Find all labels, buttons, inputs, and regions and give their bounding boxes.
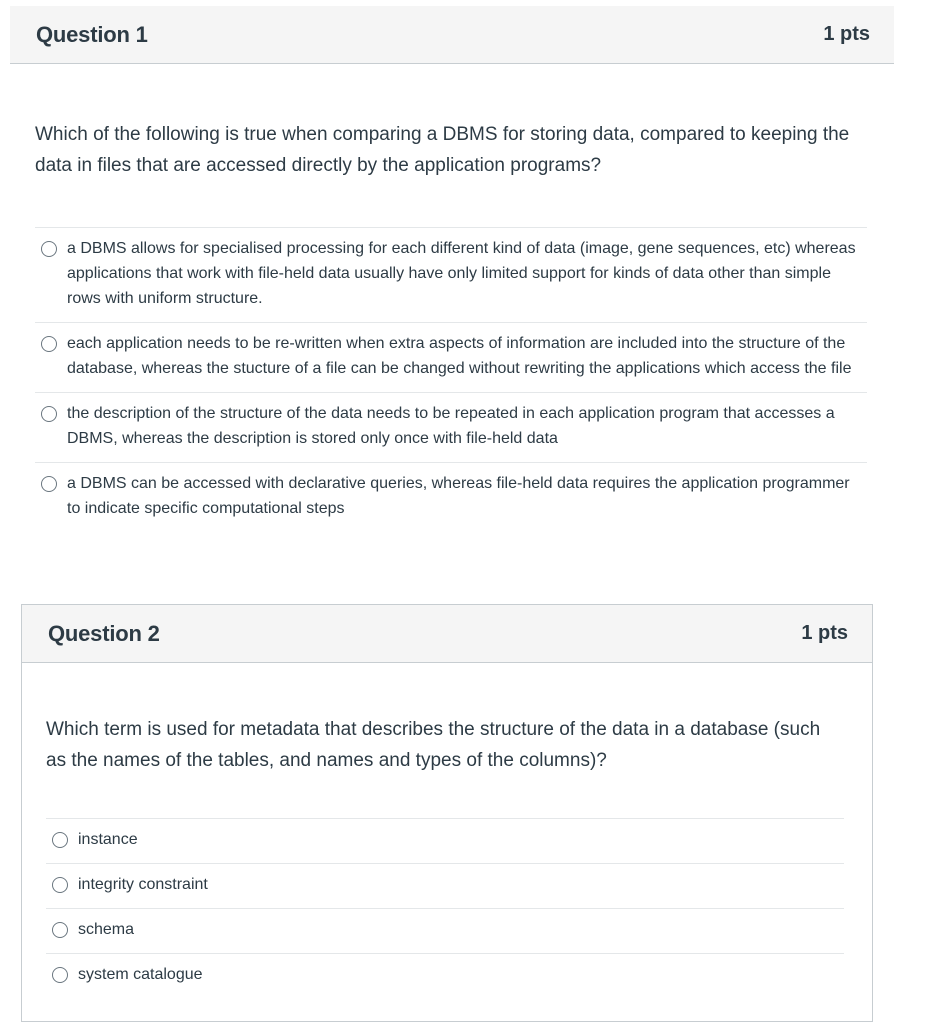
answer-option[interactable] — [35, 392, 867, 462]
question-body — [10, 64, 894, 584]
answer-label[interactable]: a DBMS allows for specialised processing for each different kind of data (image, gene sequences, etc) whereas applications that work with file-held data usually have only limited support for kinds of data other than simple rows with uniform structure. — [67, 240, 856, 307]
answer-label[interactable]: the description of the structure of the data needs to be repeated in each application program that accesses a DBMS, whereas the description is stored only once with file-held data — [67, 405, 835, 447]
question-points: 1 pts — [801, 622, 848, 644]
answer-label[interactable]: system catalogue — [78, 966, 203, 983]
question-header — [10, 6, 894, 64]
answer-option[interactable] — [46, 953, 844, 998]
radio-button[interactable] — [41, 336, 57, 352]
radio-button[interactable] — [41, 241, 57, 257]
question-points: 1 pts — [823, 23, 870, 45]
question-card-2 — [21, 604, 873, 1022]
question-body — [22, 663, 872, 1021]
radio-button[interactable] — [52, 922, 68, 938]
radio-button[interactable] — [41, 406, 57, 422]
question-text: Which of the following is true when comparing a DBMS for storing data, compared to keeping the data in files that are accessed directly by the application programs? — [35, 124, 850, 176]
answer-list — [35, 227, 867, 532]
radio-button[interactable] — [52, 832, 68, 848]
question-header — [22, 605, 872, 663]
answer-option[interactable] — [46, 818, 844, 863]
answer-label[interactable]: each application needs to be re-written when extra aspects of information are included into the structure of the database, whereas the stucture of a file can be changed without rewriting the applications which access the file — [67, 335, 852, 377]
question-title: Question 1 — [36, 21, 148, 47]
answer-option[interactable] — [35, 462, 867, 532]
radio-button[interactable] — [52, 877, 68, 893]
question-text: Which term is used for metadata that describes the structure of the data in a database (such as the names of the tables, and names and types of the columns)? — [46, 719, 821, 771]
question-title: Question 2 — [48, 620, 160, 646]
answer-option[interactable] — [46, 908, 844, 953]
answer-label[interactable]: instance — [78, 831, 138, 848]
answer-list — [46, 818, 844, 998]
answer-label[interactable]: schema — [78, 921, 135, 938]
radio-button[interactable] — [41, 476, 57, 492]
answer-option[interactable] — [35, 227, 867, 322]
answer-label[interactable]: a DBMS can be accessed with declarative queries, whereas file-held data requires the application programmer to indicate specific computational steps — [67, 475, 850, 517]
question-card-1 — [10, 6, 894, 584]
answer-option[interactable] — [35, 322, 867, 392]
answer-option[interactable] — [46, 863, 844, 908]
radio-button[interactable] — [52, 967, 68, 983]
answer-label[interactable]: integrity constraint — [78, 876, 208, 893]
